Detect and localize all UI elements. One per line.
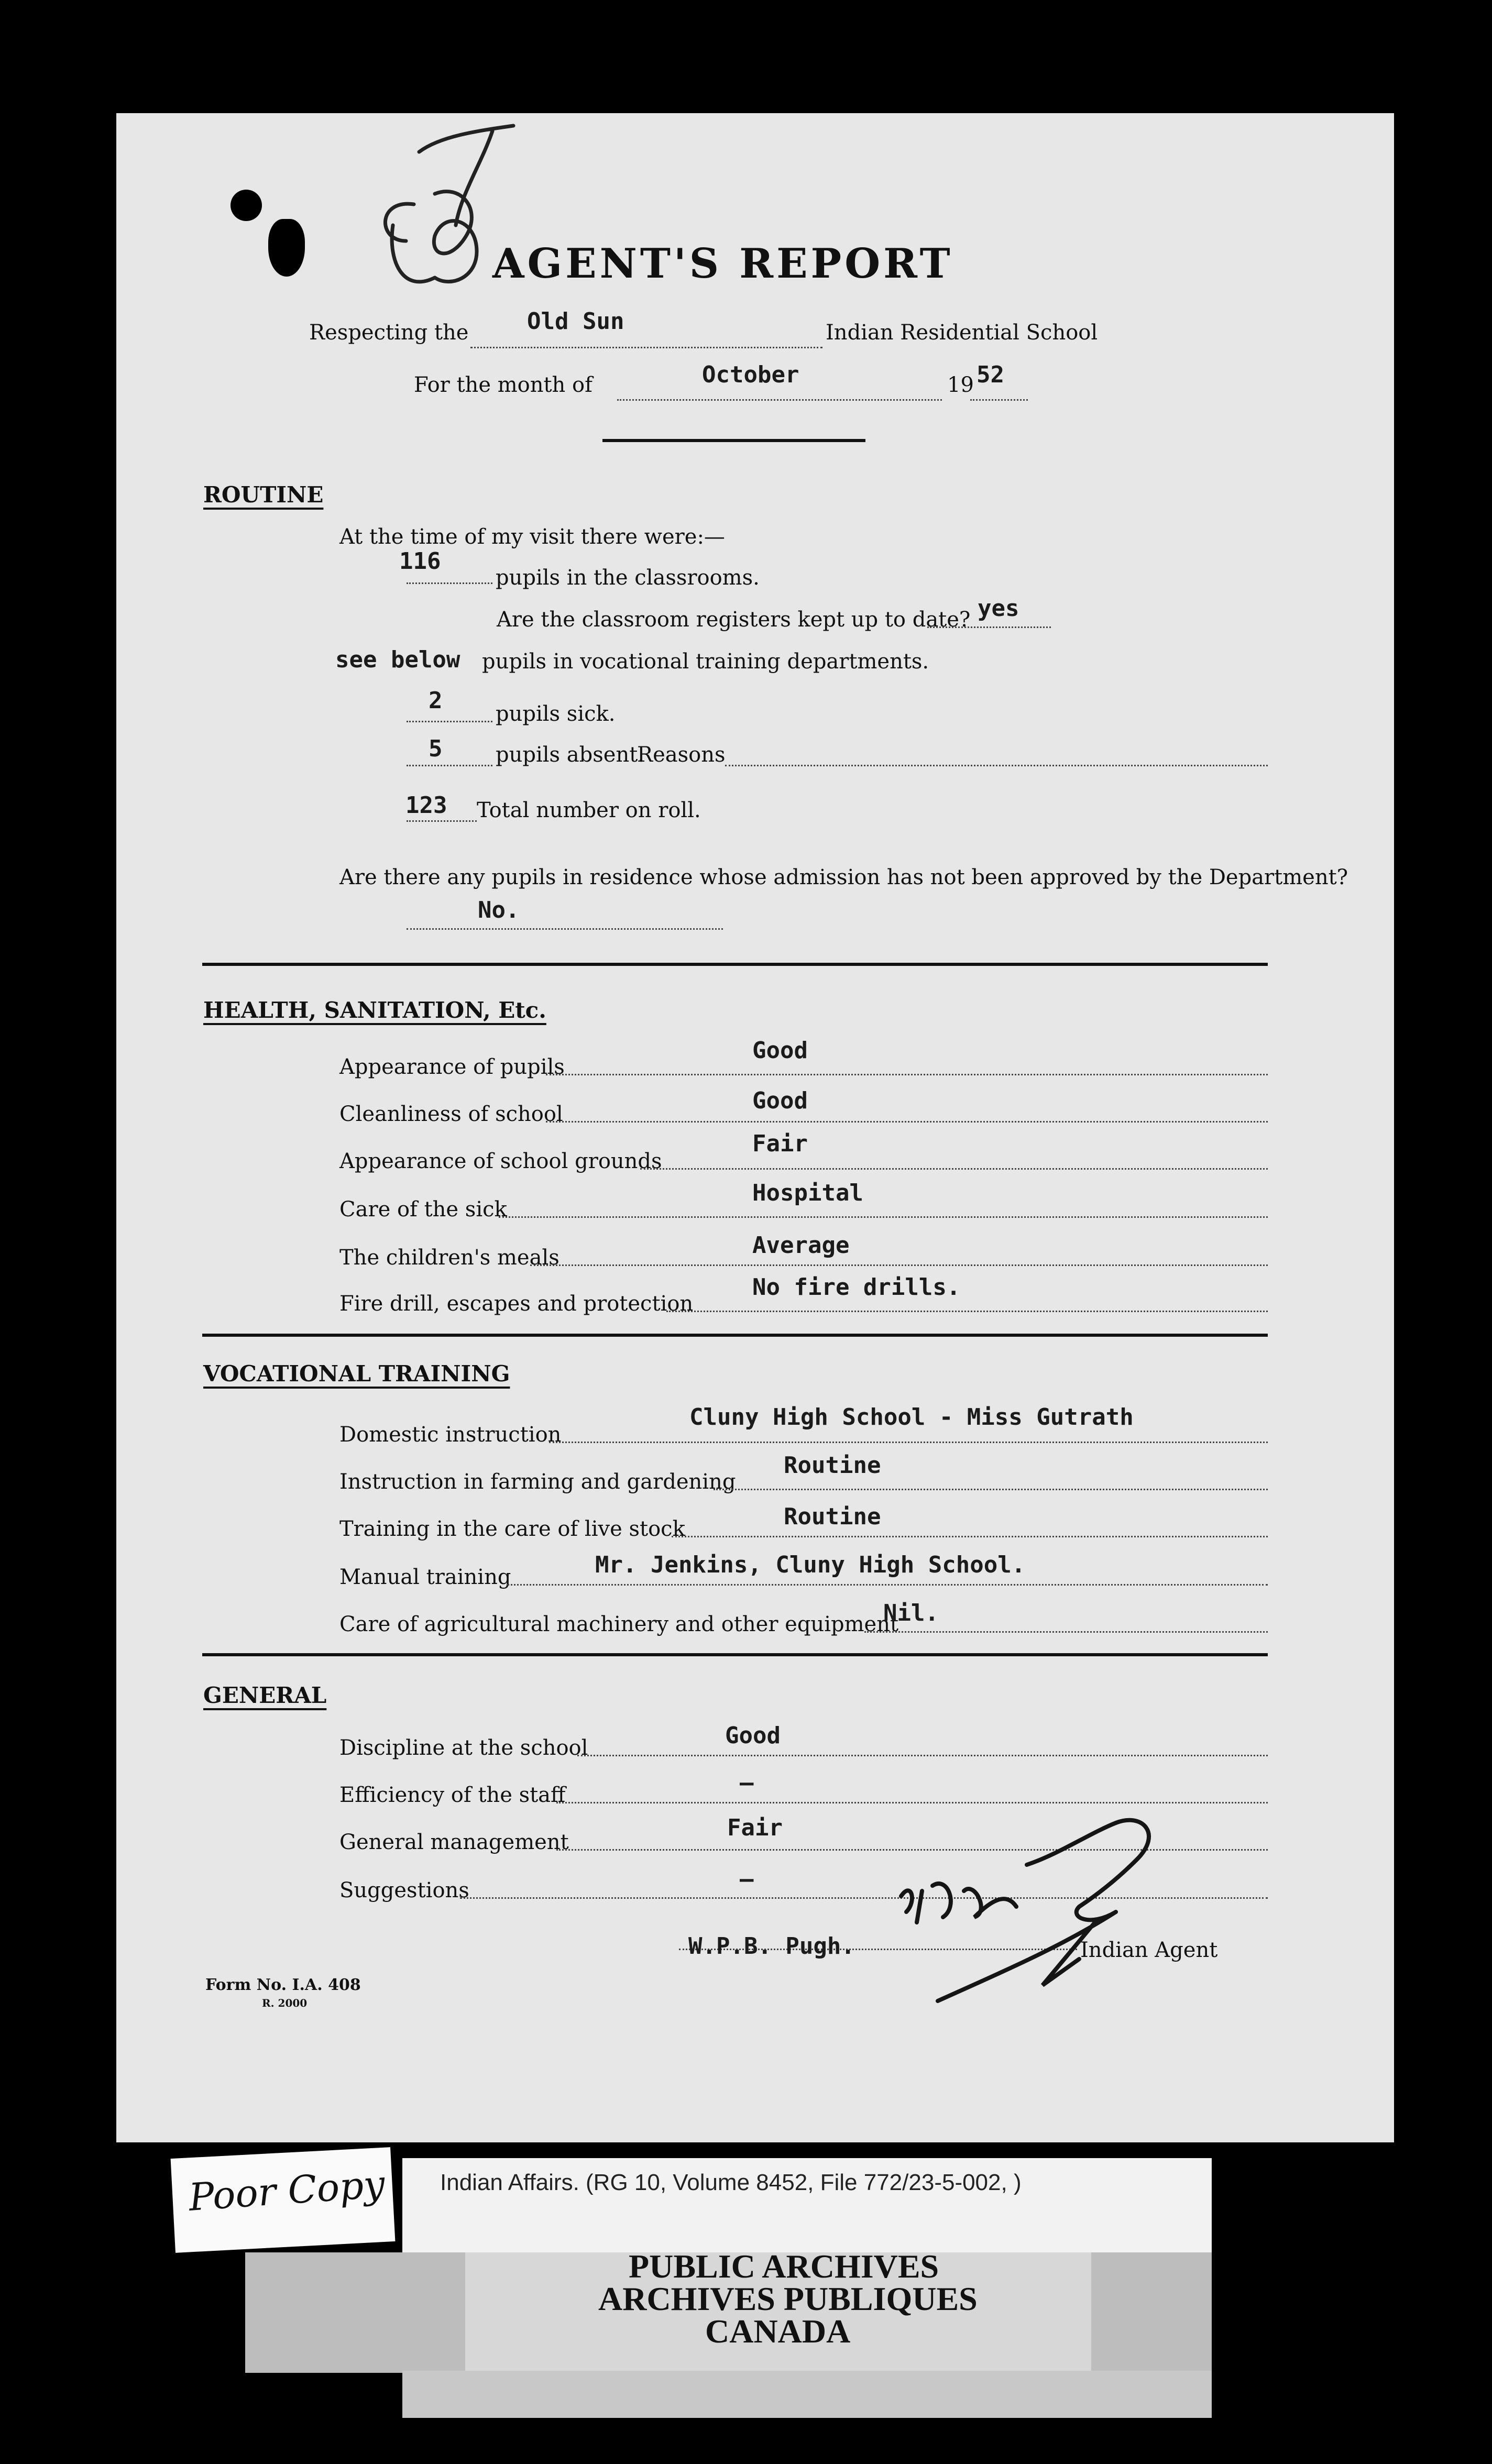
ink-smudge	[268, 219, 305, 277]
archive-stamp-line3: CANADA	[705, 2313, 851, 2350]
general-label-staff: Efficiency of the staff	[339, 1783, 566, 1807]
poor-copy-note: Poor Copy	[187, 2162, 387, 2219]
health-value-grounds: Fair	[752, 1130, 808, 1157]
vocational-line-manual	[507, 1584, 1268, 1586]
roll-label: Total number on roll.	[477, 798, 701, 822]
health-value-fire-drill: No fire drills.	[752, 1274, 961, 1301]
approval-answer: No.	[478, 897, 520, 923]
registers-label: Are the classroom registers kept up to date?	[497, 608, 971, 632]
month-label: For the month of	[414, 373, 593, 397]
vocational-label-livestock: Training in the care of live stock	[339, 1517, 685, 1541]
health-line-grounds	[640, 1168, 1268, 1170]
year-line	[970, 399, 1028, 401]
registers-line	[927, 626, 1051, 628]
routine-heading: ROUTINE	[203, 482, 324, 508]
month-line	[617, 399, 942, 401]
classroom-count: 116	[399, 548, 441, 575]
vocational-label-domestic: Domestic instruction	[339, 1423, 562, 1447]
roll-count-line	[407, 820, 477, 822]
classroom-label: pupils in the classrooms.	[496, 566, 760, 590]
vocational-label-manual: Manual training	[339, 1565, 511, 1589]
archive-bottom-strip	[402, 2371, 1212, 2418]
health-line-sick-care	[499, 1216, 1268, 1218]
general-value-staff: —	[740, 1769, 754, 1796]
vocational-value-domestic: Cluny High School - Miss Gutrath	[689, 1404, 1134, 1431]
routine-section-rule	[202, 963, 1268, 966]
school-suffix: Indian Residential School	[826, 321, 1098, 345]
vocational-line-farming	[714, 1489, 1268, 1490]
health-label-meals: The children's meals	[339, 1246, 560, 1270]
vocational-section-rule	[202, 1653, 1268, 1656]
health-label-sick-care: Care of the sick	[339, 1197, 507, 1222]
school-name-line	[470, 347, 822, 348]
vocational-label: pupils in vocational training departments.	[482, 650, 929, 674]
approval-answer-line	[407, 928, 723, 930]
routine-intro: At the time of my visit there were:—	[339, 525, 725, 549]
form-revision: R. 2000	[262, 1997, 308, 2009]
form-title: AGENT'S REPORT	[492, 240, 953, 288]
general-value-discipline: Good	[725, 1722, 781, 1749]
vocational-label-farming: Instruction in farming and gardening	[339, 1470, 736, 1494]
reasons-label: Reasons	[637, 743, 726, 767]
general-label-management: General management	[339, 1830, 569, 1854]
absent-count-line	[407, 765, 492, 766]
general-label-discipline: Discipline at the school	[339, 1736, 588, 1760]
absent-count: 5	[429, 735, 443, 762]
respecting-label: Respecting the	[309, 321, 469, 345]
ink-blob	[231, 190, 262, 221]
health-label-appearance: Appearance of pupils	[339, 1055, 565, 1079]
agent-name: W.P.B. Pugh.	[688, 1933, 855, 1960]
sick-label: pupils sick.	[496, 702, 616, 726]
health-line-fire-drill	[666, 1311, 1268, 1312]
title-divider	[602, 439, 865, 442]
general-line-discipline	[577, 1755, 1268, 1756]
health-label-grounds: Appearance of school grounds	[339, 1149, 662, 1173]
month-value: October	[702, 361, 799, 388]
roll-count: 123	[405, 792, 447, 819]
agent-signature	[870, 1802, 1247, 2022]
health-label-fire-drill: Fire drill, escapes and protection	[339, 1292, 694, 1316]
general-value-suggestions: —	[740, 1866, 754, 1893]
form-number: Form No. I.A. 408	[205, 1976, 361, 1994]
archive-reference: Indian Affairs. (RG 10, Volume 8452, File 772/23-5-002, )	[440, 2170, 1022, 2195]
health-value-cleanliness: Good	[752, 1087, 808, 1114]
vocational-value-manual: Mr. Jenkins, Cluny High School.	[595, 1552, 1026, 1578]
health-line-cleanliness	[546, 1121, 1268, 1123]
health-value-sick-care: Hospital	[752, 1180, 863, 1206]
vocational-heading: VOCATIONAL TRAINING	[203, 1361, 510, 1387]
general-label-suggestions: Suggestions	[339, 1878, 469, 1902]
health-heading: HEALTH, SANITATION, Etc.	[203, 997, 546, 1023]
vocational-count: see below	[335, 646, 460, 673]
vocational-value-machinery: Nil.	[883, 1600, 939, 1626]
health-value-appearance: Good	[752, 1037, 808, 1064]
general-heading: GENERAL	[203, 1682, 327, 1708]
school-name-value: Old Sun	[527, 308, 624, 335]
agent-title: Indian Agent	[1080, 1938, 1218, 1962]
vocational-value-livestock: Routine	[784, 1503, 881, 1530]
archive-stamp-line2: ARCHIVES PUBLIQUES	[598, 2280, 978, 2317]
vocational-value-farming: Routine	[784, 1452, 881, 1479]
sick-count: 2	[429, 687, 443, 714]
approval-question: Are there any pupils in residence whose admission has not been approved by the Department?	[339, 865, 1348, 889]
classroom-count-line	[407, 582, 492, 584]
vocational-line-machinery	[864, 1631, 1268, 1633]
vocational-line-livestock	[672, 1536, 1268, 1537]
archive-stamp-line1: PUBLIC ARCHIVES	[629, 2248, 939, 2285]
health-label-cleanliness: Cleanliness of school	[339, 1102, 563, 1126]
year-value: 52	[977, 361, 1004, 388]
sick-count-line	[407, 721, 492, 722]
health-section-rule	[202, 1334, 1268, 1337]
absent-label: pupils absent.	[496, 743, 645, 767]
health-value-meals: Average	[752, 1232, 850, 1259]
general-value-management: Fair	[727, 1814, 783, 1841]
health-line-appearance	[546, 1074, 1268, 1075]
year-prefix: 19	[947, 373, 974, 397]
health-line-meals	[530, 1264, 1268, 1266]
vocational-label-machinery: Care of agricultural machinery and other equipment	[339, 1612, 899, 1636]
vocational-line-domestic	[549, 1442, 1268, 1443]
reasons-line	[725, 765, 1268, 766]
registers-value: yes	[978, 595, 1019, 622]
